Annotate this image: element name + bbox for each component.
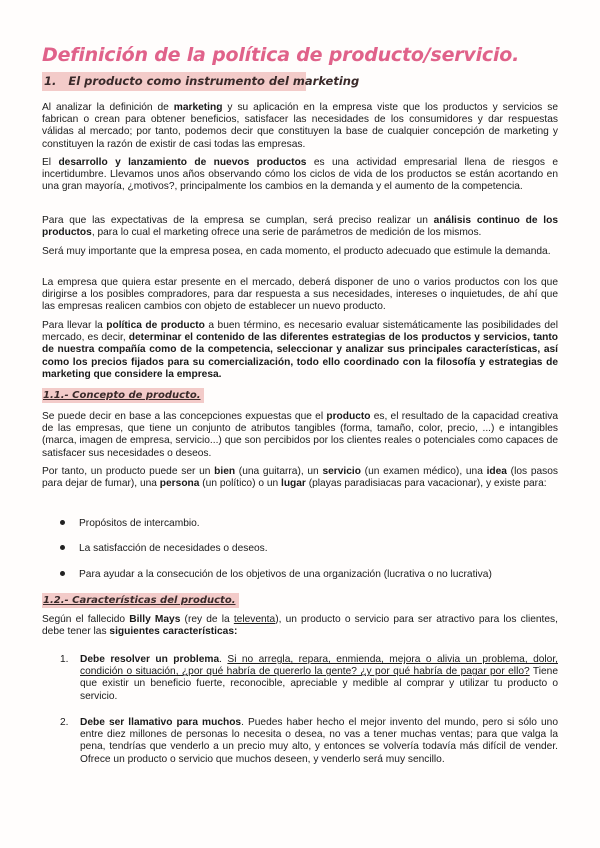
numbered-item-2: 2. Debe ser llamativo para muchos. Puedes haber hecho el mejor invento del mundo, pero si sólo uno entre diez millones de personas lo necesita o desea, no vas a tener muchas ventas; para que valga la pena, tendrías que venderlo a un precio muy alto, y entonces se volvería todavía más difícil de vender. Ofrece un producto o servicio que muchos deseen, y venderlo será muy sencillo. [60, 717, 558, 765]
bullet-icon [60, 520, 65, 525]
section-1-2-heading: 1.2.- Características del producto. [42, 593, 239, 608]
list-item: Propósitos de intercambio. [60, 518, 200, 530]
list-item: Para ayudar a la consecución de los objetivos de una organización (lucrativa o no lucrativa) [60, 569, 492, 581]
list-item: La satisfacción de necesidades o deseos. [60, 543, 268, 555]
paragraph-demanda: Será muy importante que la empresa posea, en cada momento, el producto adecuado que estimule la demanda. [42, 246, 551, 257]
paragraph-analisis: Para que las expectativas de la empresa se cumplan, será preciso realizar un análisis continuo de los productos, para lo cual el marketing ofrece una serie de parámetros de medición de los mismos. [42, 215, 558, 239]
paragraph-politica-producto: Para llevar la política de producto a buen término, es necesario evaluar sistemáticamente las posibilidades del mercado, es decir, determinar el contenido de las diferentes estrategias de los productos y servicios, tanto de nuestra compañía como de la competencia, seleccionar y analizar sus principales características, así como los precios fijados para su comercialización, todo ello coordinado con la filosofía y estrategias de marketing que considere la empresa. [42, 320, 558, 380]
section-1-number: 1. [44, 74, 57, 88]
section-1-1-heading: 1.1.- Concepto de producto. [42, 388, 204, 403]
paragraph-tipos-producto: Por tanto, un producto puede ser un bien (una guitarra), un servicio (un examen médico), una idea (los pasos para dejar de fumar), una persona (un político) o un lugar (playas paradisiacas para vacacionar), y existe para: [42, 466, 558, 490]
paragraph-billy-mays: Según el fallecido Billy Mays (rey de la televenta), un producto o servicio para ser atractivo para los clientes, debe tener las siguientes características: [42, 614, 558, 638]
numbered-item-1: 1. Debe resolver un problema. Si no arregla, repara, enmienda, mejora o alivia un problema, dolor, condición o situación, ¿por qué habría de quererlo la gente? ¿y por qué habría de pagar por ello? Tiene que existir un beneficio fuerte, reconocible, apreciable y medible al comprar y utilizar tu producto o servicio. [60, 654, 558, 702]
paragraph-marketing: Al analizar la definición de marketing y su aplicación en la empresa viste que los productos y servicios se fabrican o crean para obtener beneficios, satisfacer las necesidades de los consumidores y dar respuestas válidas al mercado; por tanto, podemos decir que constituyen la base de cualquier concepción de marketing y constituyen la razón de existir de casi todas las empresas. [42, 102, 558, 150]
section-1-title: El producto como instrumento del marketing [68, 74, 360, 88]
page-title: Definición de la política de producto/servicio. [42, 44, 520, 66]
paragraph-mercado: La empresa que quiera estar presente en el mercado, deberá disponer de uno o varios productos con los que dirigirse a los posibles compradores, para dar respuesta a sus necesidades, intereses o inquietudes, de ahí que las empresas realicen cambios con objeto de establecer un nuevo producto. [42, 277, 558, 313]
section-1-heading [42, 72, 360, 91]
bullet-icon [60, 571, 65, 576]
paragraph-nuevos-productos: El desarrollo y lanzamiento de nuevos productos es una actividad empresarial llena de riesgos e incertidumbre. Llevamos unos años observando cómo los ciclos de vida de los productos se están acortando en una gran mayoría, ¿motivos?, principalmente los cambios en la demanda y el aumento de la competencia. [42, 157, 558, 193]
paragraph-concepto: Se puede decir en base a las concepciones expuestas que el producto es, el resultado de la capacidad creativa de las empresas, que tiene un conjunto de atributos tangibles (forma, tamaño, color, precio, ...) e intangibles (marca, imagen de empresa, servicio...) que son percibidos por los clientes reales o potenciales como capaces de satisfacer sus necesidades o deseos. [42, 411, 558, 459]
bullet-icon [60, 545, 65, 550]
